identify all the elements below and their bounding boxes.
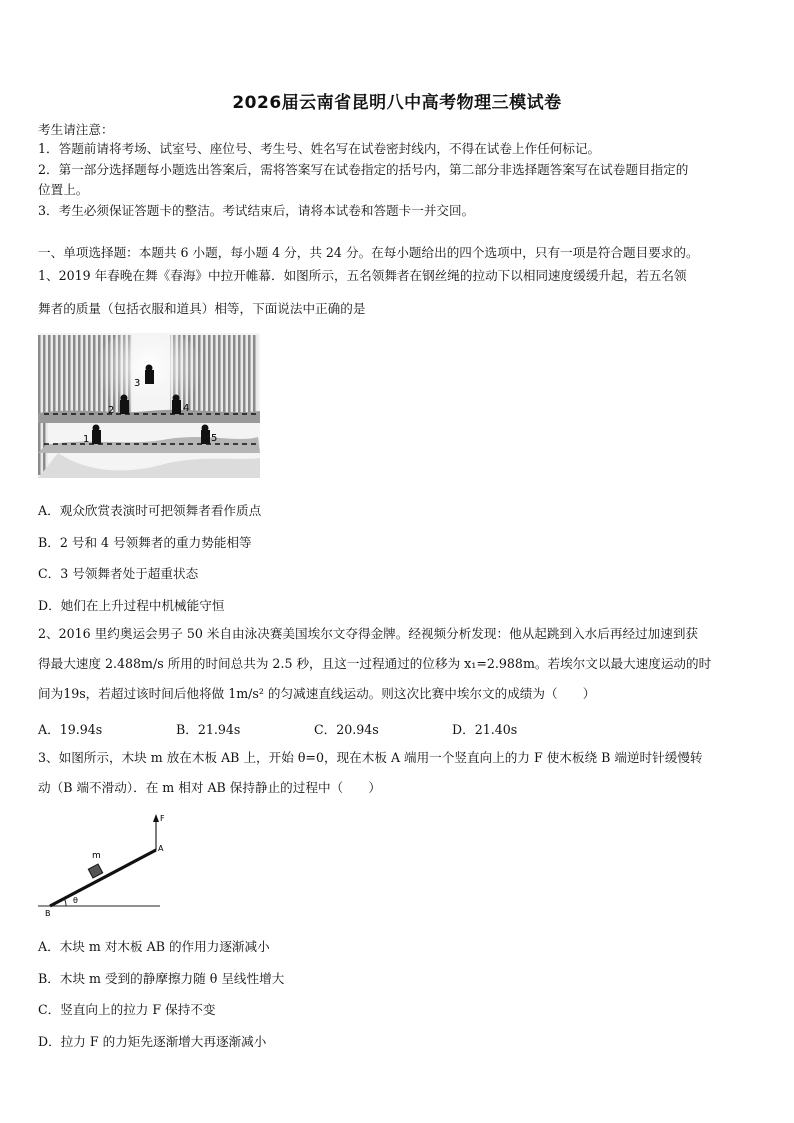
dancer-label-2: 2 xyxy=(108,405,115,416)
q2-option-c: C．20.94s xyxy=(314,722,379,737)
dancer-label-3: 3 xyxy=(134,378,141,389)
q3-option-d: D．拉力 F 的力矩先逐渐增大再逐渐减小 xyxy=(38,1034,267,1049)
label-f: F xyxy=(160,814,165,823)
q3-option-c: C．竖直向上的拉力 F 保持不变 xyxy=(38,1002,216,1017)
q1-stem-line-2: 舞者的质量（包括衣服和道具）相等，下面说法中正确的是 xyxy=(38,301,366,316)
label-b: B xyxy=(45,909,51,918)
exam-title: 2026届云南省昆明八中高考物理三模试卷 xyxy=(232,93,562,113)
q2-option-d: D．21.40s xyxy=(452,722,518,737)
q3-stem-line-1: 3、如图所示，木块 m 放在木板 AB 上，开始 θ=0，现在木板 A 端用一个竖直向上的力 F 使木板绕 B 端逆时针缓慢转 xyxy=(38,750,703,765)
label-m: m xyxy=(92,851,101,861)
q2-stem-line-3: 间为19s，若超过该时间后他将做 1m/s² 的匀减速直线运动。则这次比赛中埃尔文的成绩为（ ） xyxy=(38,686,596,701)
label-theta: θ xyxy=(73,896,78,905)
q1-stem-line-1: 1、2019 年春晚在舞《春海》中拉开帷幕．如图所示，五名领舞者在钢丝绳的拉动下以相同速度缓缓升起，若五名领 xyxy=(38,268,687,283)
label-a: A xyxy=(158,844,164,853)
q1-option-c: C．3 号领舞者处于超重状态 xyxy=(38,566,199,581)
dancer-label-1: 1 xyxy=(83,434,90,445)
q3-board-diagram xyxy=(38,808,168,920)
q1-option-a: A．观众欣赏表演时可把领舞者看作质点 xyxy=(38,503,262,518)
notice-heading: 考生请注意： xyxy=(38,122,114,137)
q1-option-b: B．2 号和 4 号领舞者的重力势能相等 xyxy=(38,535,252,550)
q2-stem-line-1: 2、2016 里约奥运会男子 50 米自由泳决赛美国埃尔文夺得金牌。经视频分析发现：他从起跳到入水后再经过加速到获 xyxy=(38,626,699,641)
dancer-label-4: 4 xyxy=(183,403,190,414)
angle-arc xyxy=(64,899,66,907)
q3-option-a: A．木块 m 对木板 AB 的作用力逐渐减小 xyxy=(38,939,270,954)
q2-option-b: B．21.94s xyxy=(176,722,241,737)
notice-item-2-line-2: 位置上。 xyxy=(38,182,89,197)
notice-item-2-line-1: 2．第一部分选择题每小题选出答案后，需将答案写在试卷指定的括号内，第二部分非选择题答案写在试卷题目指定的 xyxy=(38,162,689,177)
q1-option-d: D．她们在上升过程中机械能守恒 xyxy=(38,598,225,613)
q2-stem-line-2: 得最大速度 2.488m/s 所用的时间总共为 2.5 秒，且这一过程通过的位移为 x₁=2.988m。若埃尔文以最大速度运动的时 xyxy=(38,656,712,671)
section-1-heading: 一、单项选择题：本题共 6 小题，每小题 4 分，共 24 分。在每小题给出的四个选项中，只有一项是符合题目要求的。 xyxy=(38,245,699,260)
dancer-label-5: 5 xyxy=(211,433,218,444)
q3-stem-line-2: 动（B 端不滑动）．在 m 相对 AB 保持静止的过程中（ ） xyxy=(38,780,381,795)
q3-option-b: B．木块 m 受到的静摩擦力随 θ 呈线性增大 xyxy=(38,971,285,986)
force-arrow-icon xyxy=(153,814,159,822)
block-m xyxy=(88,864,102,878)
notice-item-3: 3．考生必须保证答题卡的整洁。考试结束后，请将本试卷和答题卡一并交回。 xyxy=(38,203,475,218)
q1-stage-photo xyxy=(38,333,260,478)
notice-item-1: 1．答题前请将考场、试室号、座位号、考生号、姓名写在试卷密封线内，不得在试卷上作任何标记。 xyxy=(38,141,601,156)
board-ab xyxy=(50,850,156,906)
q2-option-a: A．19.94s xyxy=(38,722,103,737)
